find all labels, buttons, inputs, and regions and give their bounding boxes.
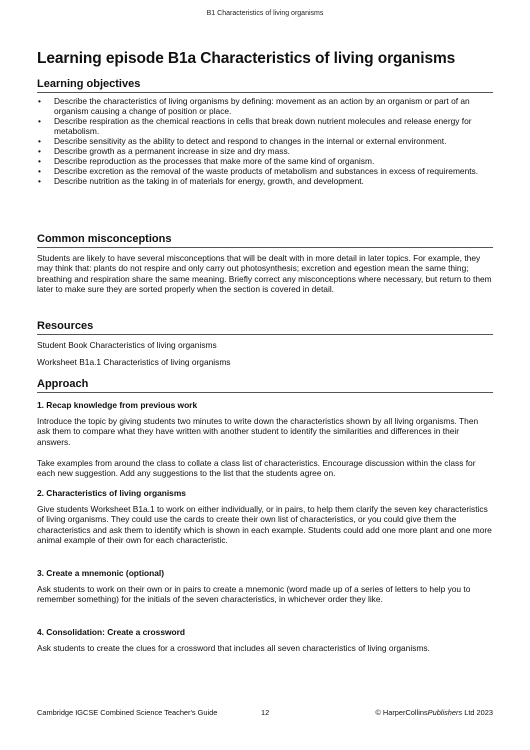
copyright-publishers: Publishers (427, 708, 463, 717)
learning-objectives-heading: Learning objectives (37, 78, 493, 93)
objective-text: Describe reproduction as the processes that make more of the same kind of organism. (54, 156, 375, 166)
resource-item: Worksheet B1a.1 Characteristics of living organisms (37, 357, 231, 367)
objective-item (37, 176, 493, 186)
approach-heading: Approach (37, 378, 493, 393)
footer-copyright (375, 708, 493, 717)
objective-item (37, 116, 493, 136)
objective-text: Describe nutrition as the taking in of materials for energy, growth, and development. (54, 176, 364, 186)
bullet-icon: • (38, 156, 41, 166)
step-4-paragraph: Ask students to create the clues for a crossword that includes all seven characteristics of living organisms. (37, 643, 430, 653)
bullet-icon: • (38, 176, 41, 186)
step-1-title: 1. Recap knowledge from previous work (37, 400, 198, 410)
bullet-icon: • (38, 136, 41, 146)
objective-item (37, 136, 493, 146)
running-head: B1 Characteristics of living organisms (206, 10, 324, 17)
copyright-suffix: Ltd 2023 (462, 708, 493, 717)
step-3-title: 3. Create a mnemonic (optional) (37, 568, 165, 578)
objective-text: Describe excretion as the removal of the waste products of metabolism and substances in excess of requirements. (54, 166, 479, 176)
bullet-icon: • (38, 96, 41, 106)
objective-text: Describe growth as a permanent increase in size and dry mass. (54, 146, 291, 156)
page-number: 12 (261, 708, 270, 717)
document-page (37, 0, 493, 750)
objective-item (37, 156, 493, 166)
step-2-paragraph: Give students Worksheet B1a.1 to work on either individually, or in pairs, to help them clarify the seven key characteristics of living organisms. They could use the cards to create their own list of characteristics, or you could give them the characteristics and ask them to identify which is shown in each example. Students could add one more plant and one more animal example of their own for each characteristic. (37, 504, 492, 546)
objective-text: Describe sensitivity as the ability to detect and respond to changes in the internal or external environment. (54, 136, 447, 146)
learning-objectives-list (37, 96, 493, 186)
resources-heading: Resources (37, 320, 493, 335)
page-title: Learning episode B1a Characteristics of living organisms (37, 50, 456, 67)
objective-text: Describe the characteristics of living organisms by defining: movement as an action by an organism or part of an organism causing a change of position or place. (54, 96, 470, 116)
step-4-title: 4. Consolidation: Create a crossword (37, 627, 185, 637)
misconceptions-heading: Common misconceptions (37, 233, 493, 248)
resource-item: Student Book Characteristics of living organisms (37, 340, 217, 350)
bullet-icon: • (38, 116, 41, 126)
objective-item (37, 96, 493, 116)
step-1-paragraph: Take examples from around the class to collate a class list of characteristics. Encourage discussion within the class for each new suggestion. Add any suggestions to the list that the students agree on. (37, 458, 476, 479)
objective-text: Describe respiration as the chemical reactions in cells that break down nutrient molecules and release energy for metabolism. (54, 116, 472, 136)
objective-item (37, 166, 493, 176)
bullet-icon: • (38, 166, 41, 176)
footer-book-title: Cambridge IGCSE Combined Science Teacher's Guide (37, 708, 218, 717)
step-2-title: 2. Characteristics of living organisms (37, 488, 186, 498)
step-1-paragraph: Introduce the topic by giving students two minutes to write down the characteristics shown by all living organisms. Then ask them to compare what they have written with another student to identify the similarities and differences in their answers. (37, 416, 479, 447)
bullet-icon: • (38, 146, 41, 156)
copyright-prefix: © HarperCollins (375, 708, 428, 717)
step-3-paragraph: Ask students to work on their own or in pairs to create a mnemonic (word made up of a series of letters to help you to remember something) for the initials of the seven characteristics, in whichever order they like. (37, 584, 471, 605)
objective-item (37, 146, 493, 156)
misconceptions-text: Students are likely to have several misconceptions that will be dealt with in more detail in later topics. For example, they may think that: plants do not respire and only carry out photosynthesis; excretion and egestion mean the same thing; breathing and respiration share the same meaning. Briefly correct any misconceptions where necessary, but return to them later to make sure they are sorted properly when the section is covered in detail. (37, 253, 492, 295)
